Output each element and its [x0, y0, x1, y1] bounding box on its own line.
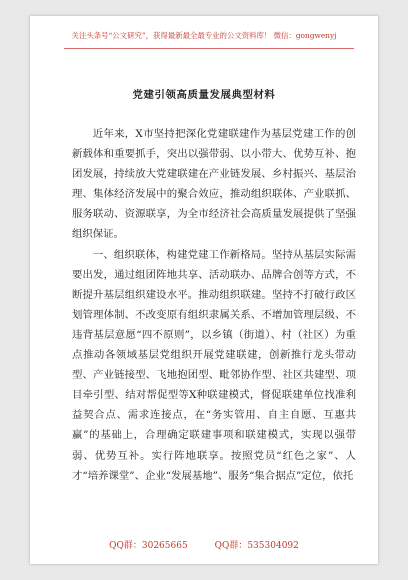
document-title: 党建引领高质量发展典型材料: [132, 89, 276, 101]
header-banner: 关注头条号“公文研究”，获得最新最全最专业的公文资料库！ 微信：gongwenyj: [71, 31, 337, 40]
header-divider: [64, 48, 354, 49]
document-body: [72, 124, 356, 486]
document-page: [30, 16, 378, 564]
footer-qq-group-2: QQ群：535304092: [214, 541, 299, 551]
footer: [30, 538, 378, 551]
paragraph-section-1: 一、组织联体，构建党建工作新格局。坚持从基层实际需要出发，通过组团阵地共享、活动联办、品牌合创等方式，不断提升基层组织建设水平。推动组织联建。坚持不打破行政区划管理体制、不改变原有组织隶属关系、不增加管理层级、不违背基层意愿“四不原则”，以乡镇（街道）、村（社区）为重点推动各领域基层党组织开展党建联建，创新推行龙头带动型、产业链接型、飞地抱团型、毗邻协作型、社区共建型、项目牵引型、结对帮促型等X种联建模式，督促联建单位找准利益契合点、需求连接点，在“务实管用、自主自愿、互惠共赢”的基础上，合理确定联建事项和联建模式，实现以强带弱、优势互补。实行阵地联享。按照党员“红色之家”、人才“培养课堂”、企业“发展基地”、服务“集合据点”定位，依托: [72, 248, 356, 482]
paragraph-intro: 近年来，X市坚持把深化党建联建作为基层党建工作的创新载体和重要抓手，突出以强带弱、以小带大、优势互补、抱团发展，持续放大党建联建在产业链发展、乡村振兴、基层治理、集体经济发展中的聚合效应，推动组织联体、产业联抓、服务联动、资源联享，为全市经济社会高质量发展提供了坚强组织保证。: [72, 128, 356, 241]
footer-qq-group-1: QQ群：30265665: [109, 541, 188, 551]
